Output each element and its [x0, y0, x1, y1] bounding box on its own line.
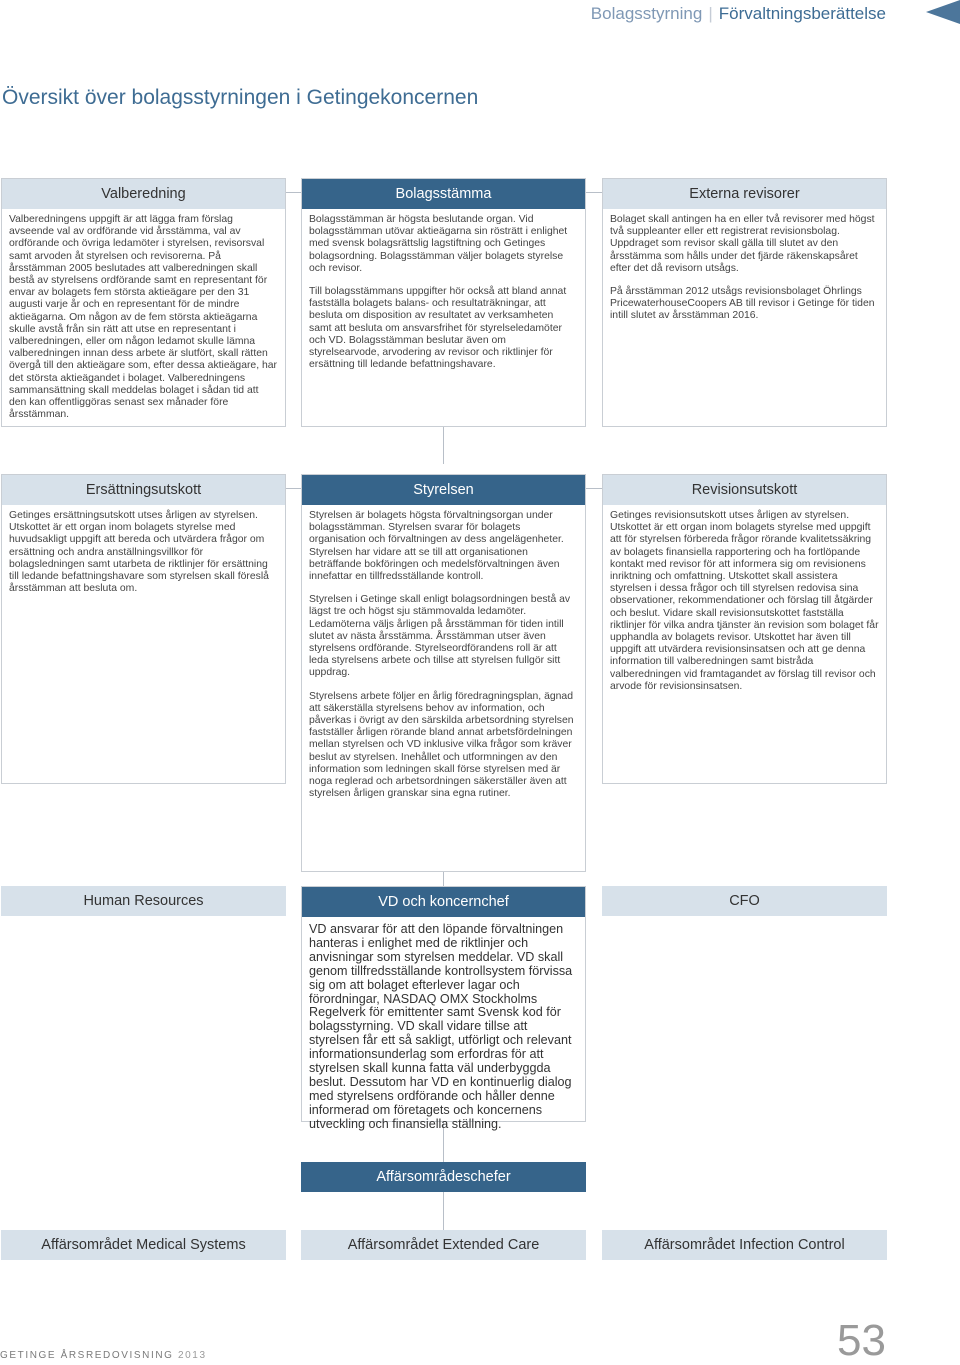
externa-revisorer-title: Externa revisorer	[603, 179, 886, 209]
page-number: 53	[837, 1316, 886, 1365]
externa-revisorer-paragraph: På årsstämman 2012 utsågs revisionsbolaget Öhrlings PricewaterhouseCoopers AB till revisor i Getinge för tiden intill slutet av årsstämman 2016.	[610, 286, 875, 322]
ersattningsutskott-title: Ersättningsutskott	[2, 475, 285, 505]
revisionsutskott-title: Revisionsutskott	[603, 475, 886, 505]
vd-title: VD och koncernchef	[302, 887, 585, 917]
page-title: Översikt över bolagsstyrningen i Getingekoncernen	[2, 86, 479, 109]
ersattningsutskott-body	[2, 505, 285, 599]
bolagsstamma-title: Bolagsstämma	[302, 179, 585, 209]
header-divider: |	[708, 4, 713, 23]
ersattningsutskott-paragraph: Getinges ersättningsutskott utses årligen av styrelsen. Utskottet är ett organ inom bolagets styrelse med huvudsakligt uppgift att bereda och utvärdera frågor om ersättning och andra anställningsvillkor för bolagsledningen samt utarbeta de riktlinjer för ersättning till ledande befattningshavare som styrelsen skall föreslå årsstämman att besluta om.	[9, 510, 269, 595]
externa-revisorer-paragraph: Bolaget skall antingen ha en eller två revisorer med högst två suppleanter eller ett registrerat revisionsbolag. Uppdraget som revisor skall gälla till slutet av den årsstämma som hålls under det fjärde räkenskapsåret efter det då revisorn utsågs.	[610, 214, 875, 274]
styrelsen-box	[301, 474, 586, 872]
externa-revisorer-body	[603, 209, 886, 327]
connector-stamma-revisorer	[586, 192, 602, 193]
connector-stamma-styrelsen	[443, 427, 444, 464]
styrelsen-paragraph: Styrelsen i Getinge skall enligt bolagsordningen bestå av lägst tre och högst sju stämmovalda ledamöter. Ledamöterna väljs årligen på årsstämman för tiden intill slutet av nästa årsstämma. Årsstämman utser även styrelsens ordförande. Styrelseordförandens roll är att leda styrelsens arbete och tillse att styrelsen fullgör sitt uppdrag.	[309, 594, 571, 679]
revisionsutskott-body	[603, 505, 886, 697]
connector-styrelsen-revision	[586, 488, 602, 489]
ersattningsutskott-box	[1, 474, 286, 784]
business-area-extended-care: Affärsområdet Extended Care	[301, 1230, 586, 1260]
cfo-bar: CFO	[602, 886, 887, 916]
styrelsen-body	[302, 505, 585, 804]
revisionsutskott-paragraph: Getinges revisionsutskott utses årligen av styrelsen. Utskottet är ett organ inom bolagets styrelse med uppgift att för styrelsen förbereda frågor rörande kvalitetssäkring av bolagets finansiella rapportering och ha fortlöpande kontakt med revisor för att informera sig om revisionens inriktning och omfattning. Utskottet skall assistera styrelsen i dessa frågor och till styrelsen redovisa sina observationer, rekommendationer och förslag till åtgärder och beslut. Vidare skall revisionsutskottet fastställa riktlinjer för vilka andra tjänster än revision som bolaget får upphandla av bolagets revisor. Utskottet har även till uppgift att utvärdera revisionsinsatsen och att ge denna information till valberedningen samt bistråda valberedningen vid framtagandet av förslag till revisor och arvode för revisionsinsatsen.	[610, 510, 879, 692]
bolagsstamma-paragraph: Bolagsstämman är högsta beslutande organ. Vid bolagsstämman utövar aktieägarna sin rösträtt i enlighet med svensk bolagsrättslig lagstiftning och Getinges bolagsordning. Bolagsstämman väljer bolagets styrelse och revisor.	[309, 214, 568, 274]
vd-box	[301, 886, 586, 1131]
business-area-infection-control: Affärsområdet Infection Control	[602, 1230, 887, 1260]
styrelsen-paragraph: Styrelsen är bolagets högsta förvaltningsorgan under bolagsstämman. Styrelsen svarar för bolagets organisation och förvaltningen av dess angelägenheter. Styrelsen har vidare att se till att organisationen beträffande bokföringen och medelsförvaltningen även innefattar en tillfredsställande kontroll.	[309, 510, 564, 583]
connector-chefer-affarsomraden	[443, 1192, 444, 1230]
corner-tab-icon	[926, 0, 960, 24]
business-area-medical-systems: Affärsområdet Medical Systems	[1, 1230, 286, 1260]
footer-publication-name: GETINGE ÅRSREDOVISNING	[0, 1350, 174, 1361]
bolagsstamma-paragraph: Till bolagsstämmans uppgifter hör också att bland annat fastställa bolagets balans- och resultaträkningar, att besluta om disposition av resultatet av verksamheten samt att besluta om ansvarsfrihet för styrelseledamöter och VD. Bolagsstämman beslutar även om styrelsearvode, arvodering av revisor och riktlinjer för ersättning till ledande befattningshavare.	[309, 286, 567, 371]
valberedning-body	[2, 209, 285, 425]
connector-valberedning-stamma	[286, 192, 301, 193]
styrelsen-paragraph: Styrelsens arbete följer en årlig föredragningsplan, ägnad att säkerställa styrelsens behov av information, och påverkas i övrigt av den särskilda arbetsordning styrelsen fastställer årligen rörande bland annat arbetsfördelningen mellan styrelsen och VD inklusive vilka frågor som kräver beslut av styrelsen. Inehållet och utformningen av den information som ledningen skall förse styrelsen med är noga reglerad och arbetsordningen säkerställer även att styrelsen årligen granskar sina egna rutiner.	[309, 690, 574, 800]
header-section: Bolagsstyrning	[590, 4, 703, 23]
styrelsen-title: Styrelsen	[302, 475, 585, 505]
connector-styrelsen-vd	[443, 872, 444, 886]
affarsomradeschefer-bar: Affärsområdeschefer	[301, 1162, 586, 1192]
vd-body: VD ansvarar för att den löpande förvaltningen hanteras i enlighet med de riktlinjer och anvisningar som styrelsen meddelar. VD skall genom tillfredsställande kontrollsystem förvissa sig om att bolaget efterlever lagar och förordningar, NASDAQ OMX Stockholms Regelverk för emittenter samt Svensk kod för bolagsstyrning. VD skall vidare tillse att styrelsen får ett så sakligt, utförligt och relevant informationsunderlag som erfordras för att styrelsen skall kunna fatta väl underbyggda beslut. Dessutom har VD en kontinuerlig dialog med styrelsens ordförande och håller denne informerad om företagets och koncernens utveckling och finansiella ställning.	[309, 922, 573, 1131]
valberedning-paragraph: Valberedningens uppgift är att lägga fram förslag avseende val av ordförande vid årsstämma, val av ordförande och övriga ledamöter i styrelsen, revisorsval samt arvoden åt styrelsen och revisorerna. På årsstämman 2005 beslutades att valberedningen skall bestå av styrelsens ordförande samt en representant för envar av bolagets fem största aktieägare per den 31 augusti varje år och en representant för de mindre aktieägarna. Om någon av de fem största aktieägarna skulle avstå från sin rätt att utse en representant i valberedningen, eller om någon ledamot skulle lämna valberedningen innan dess arbete är slutfört, skall rätten övergå till den aktieägare som, efter dessa aktieägare, har det största aktieägandet i bolaget. Valberedningens sammansättning skall meddelas bolaget i sådan tid att den kan offentliggöras senast sex månader före årsstämman.	[9, 214, 278, 421]
revisionsutskott-box	[602, 474, 887, 784]
footer-year: 2013	[177, 1350, 207, 1361]
footer-publication	[0, 1350, 207, 1361]
bolagsstamma-body	[302, 209, 585, 375]
header-subsection: Förvaltningsberättelse	[718, 4, 886, 23]
bolagsstamma-box	[301, 178, 586, 427]
valberedning-title: Valberedning	[2, 179, 285, 209]
human-resources-bar: Human Resources	[1, 886, 286, 916]
externa-revisorer-box	[602, 178, 887, 427]
connector-ersattning-styrelsen	[286, 488, 301, 489]
running-header	[591, 4, 886, 24]
valberedning-box	[1, 178, 286, 427]
